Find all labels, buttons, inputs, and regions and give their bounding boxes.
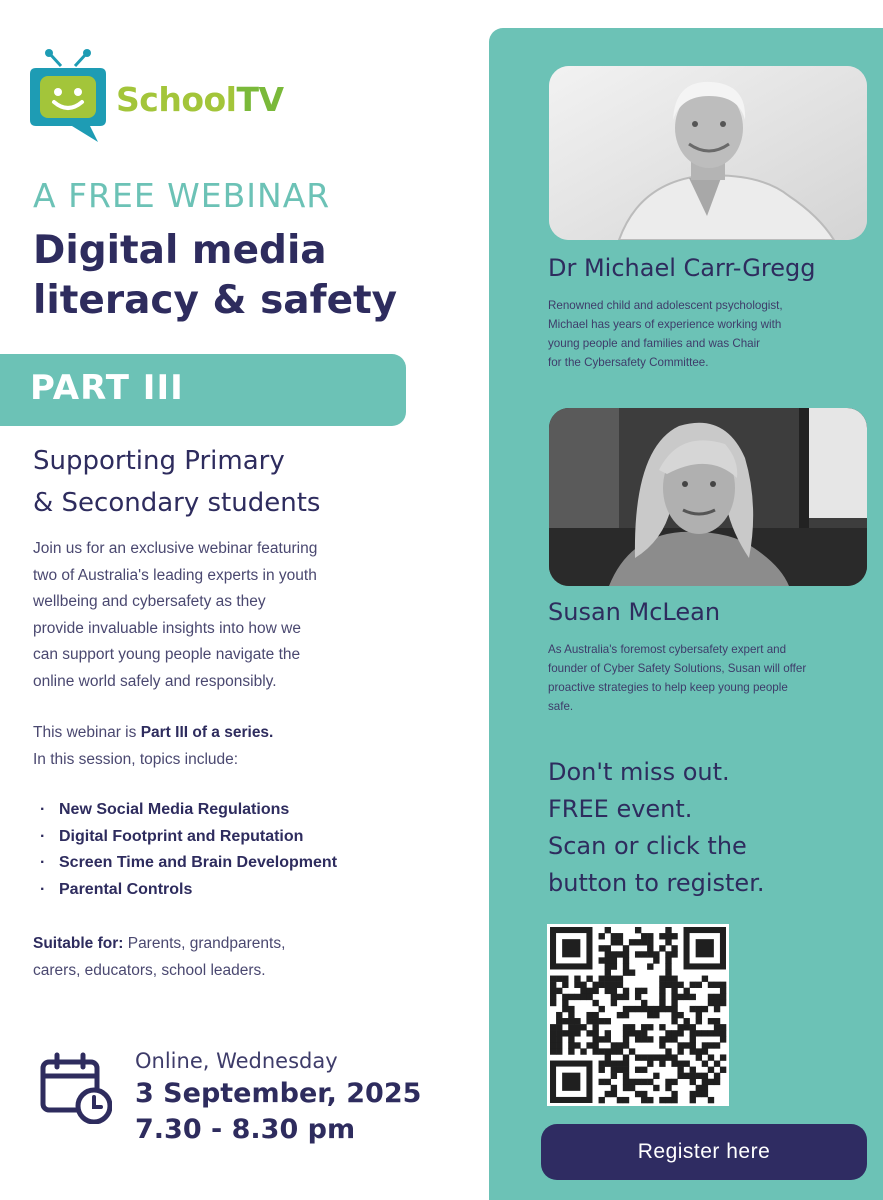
- speaker-bio-michael: [548, 296, 880, 372]
- topics-list: [40, 797, 337, 903]
- list-item: · New Social Media Regulations: [40, 797, 337, 824]
- bio-line: safe.: [548, 700, 574, 713]
- speaker-photo-michael: [549, 66, 867, 240]
- speaker-name-michael: Dr Michael Carr-Gregg: [548, 254, 816, 282]
- cta-line: button to register.: [548, 869, 765, 897]
- cta-line: Scan or click the: [548, 832, 747, 860]
- series-info: [33, 719, 413, 773]
- tv-mascot-icon: [28, 48, 108, 144]
- speaker-photo-susan: [549, 408, 867, 586]
- schooltv-logo: [28, 48, 284, 144]
- cta-line: FREE event.: [548, 795, 693, 823]
- bio-line: founder of Cyber Safety Solutions, Susan will offer: [548, 662, 807, 675]
- suitable-line-1: Suitable for: Parents, grandparents,: [33, 935, 286, 952]
- suitable-for: [33, 930, 333, 984]
- event-date: 3 September, 2025: [135, 1078, 422, 1109]
- intro-line: provide invaluable insights into how we: [33, 619, 301, 637]
- intro-line: wellbeing and cybersafety as they: [33, 593, 266, 610]
- speaker-bio-susan: [548, 640, 880, 716]
- headline-line-2: literacy & safety: [33, 278, 398, 323]
- speaker-name-susan: Susan McLean: [548, 598, 721, 626]
- bio-line: young people and families and was Chair: [548, 337, 761, 350]
- cta-line: Don't miss out.: [548, 758, 730, 786]
- intro-line: Join us for an exclusive webinar featuring: [33, 540, 318, 557]
- series-line-1: This webinar is Part III of a series.: [33, 724, 274, 741]
- calendar-clock-icon: [40, 1052, 112, 1124]
- qr-code-icon[interactable]: [547, 924, 729, 1106]
- bio-line: Renowned child and adolescent psychologist,: [548, 299, 783, 312]
- register-callout: [548, 754, 868, 902]
- bio-line: for the Cybersafety Committee.: [548, 356, 709, 369]
- suitable-line-2: carers, educators, school leaders.: [33, 962, 266, 979]
- portrait-man-icon: [549, 66, 867, 240]
- list-item: · Screen Time and Brain Development: [40, 850, 337, 877]
- page-title: [33, 226, 453, 326]
- event-datetime: [135, 1046, 421, 1148]
- headline-line-1: Digital media: [33, 228, 327, 273]
- part-banner: [0, 354, 406, 426]
- subhead-line-1: Supporting Primary: [33, 446, 285, 476]
- event-time: 7.30 - 8.30 pm: [135, 1114, 356, 1145]
- webinar-kicker: A FREE WEBINAR: [33, 176, 331, 215]
- intro-line: can support young people navigate the: [33, 646, 301, 663]
- event-day: Online, Wednesday: [135, 1049, 338, 1073]
- portrait-woman-icon: [549, 408, 867, 586]
- bio-line: Michael has years of experience working with: [548, 318, 782, 331]
- intro-line: online world safely and responsibly.: [33, 672, 277, 690]
- speakers-panel: [489, 28, 883, 1200]
- list-item: · Parental Controls: [40, 877, 337, 904]
- intro-line: two of Australia's leading experts in youth: [33, 566, 317, 584]
- bio-line: As Australia's foremost cybersafety expert and: [548, 643, 787, 656]
- register-button[interactable]: Register here: [541, 1124, 867, 1180]
- audience-subhead: [33, 440, 433, 524]
- subhead-line-2: & Secondary students: [33, 488, 321, 518]
- part-label: PART III: [30, 368, 184, 408]
- list-item: · Digital Footprint and Reputation: [40, 824, 337, 851]
- series-line-2: In this session, topics include:: [33, 751, 239, 768]
- bio-line: proactive strategies to help keep young people: [548, 681, 788, 694]
- intro-paragraph: [33, 536, 378, 695]
- logo-wordmark: SchoolTV: [116, 79, 284, 119]
